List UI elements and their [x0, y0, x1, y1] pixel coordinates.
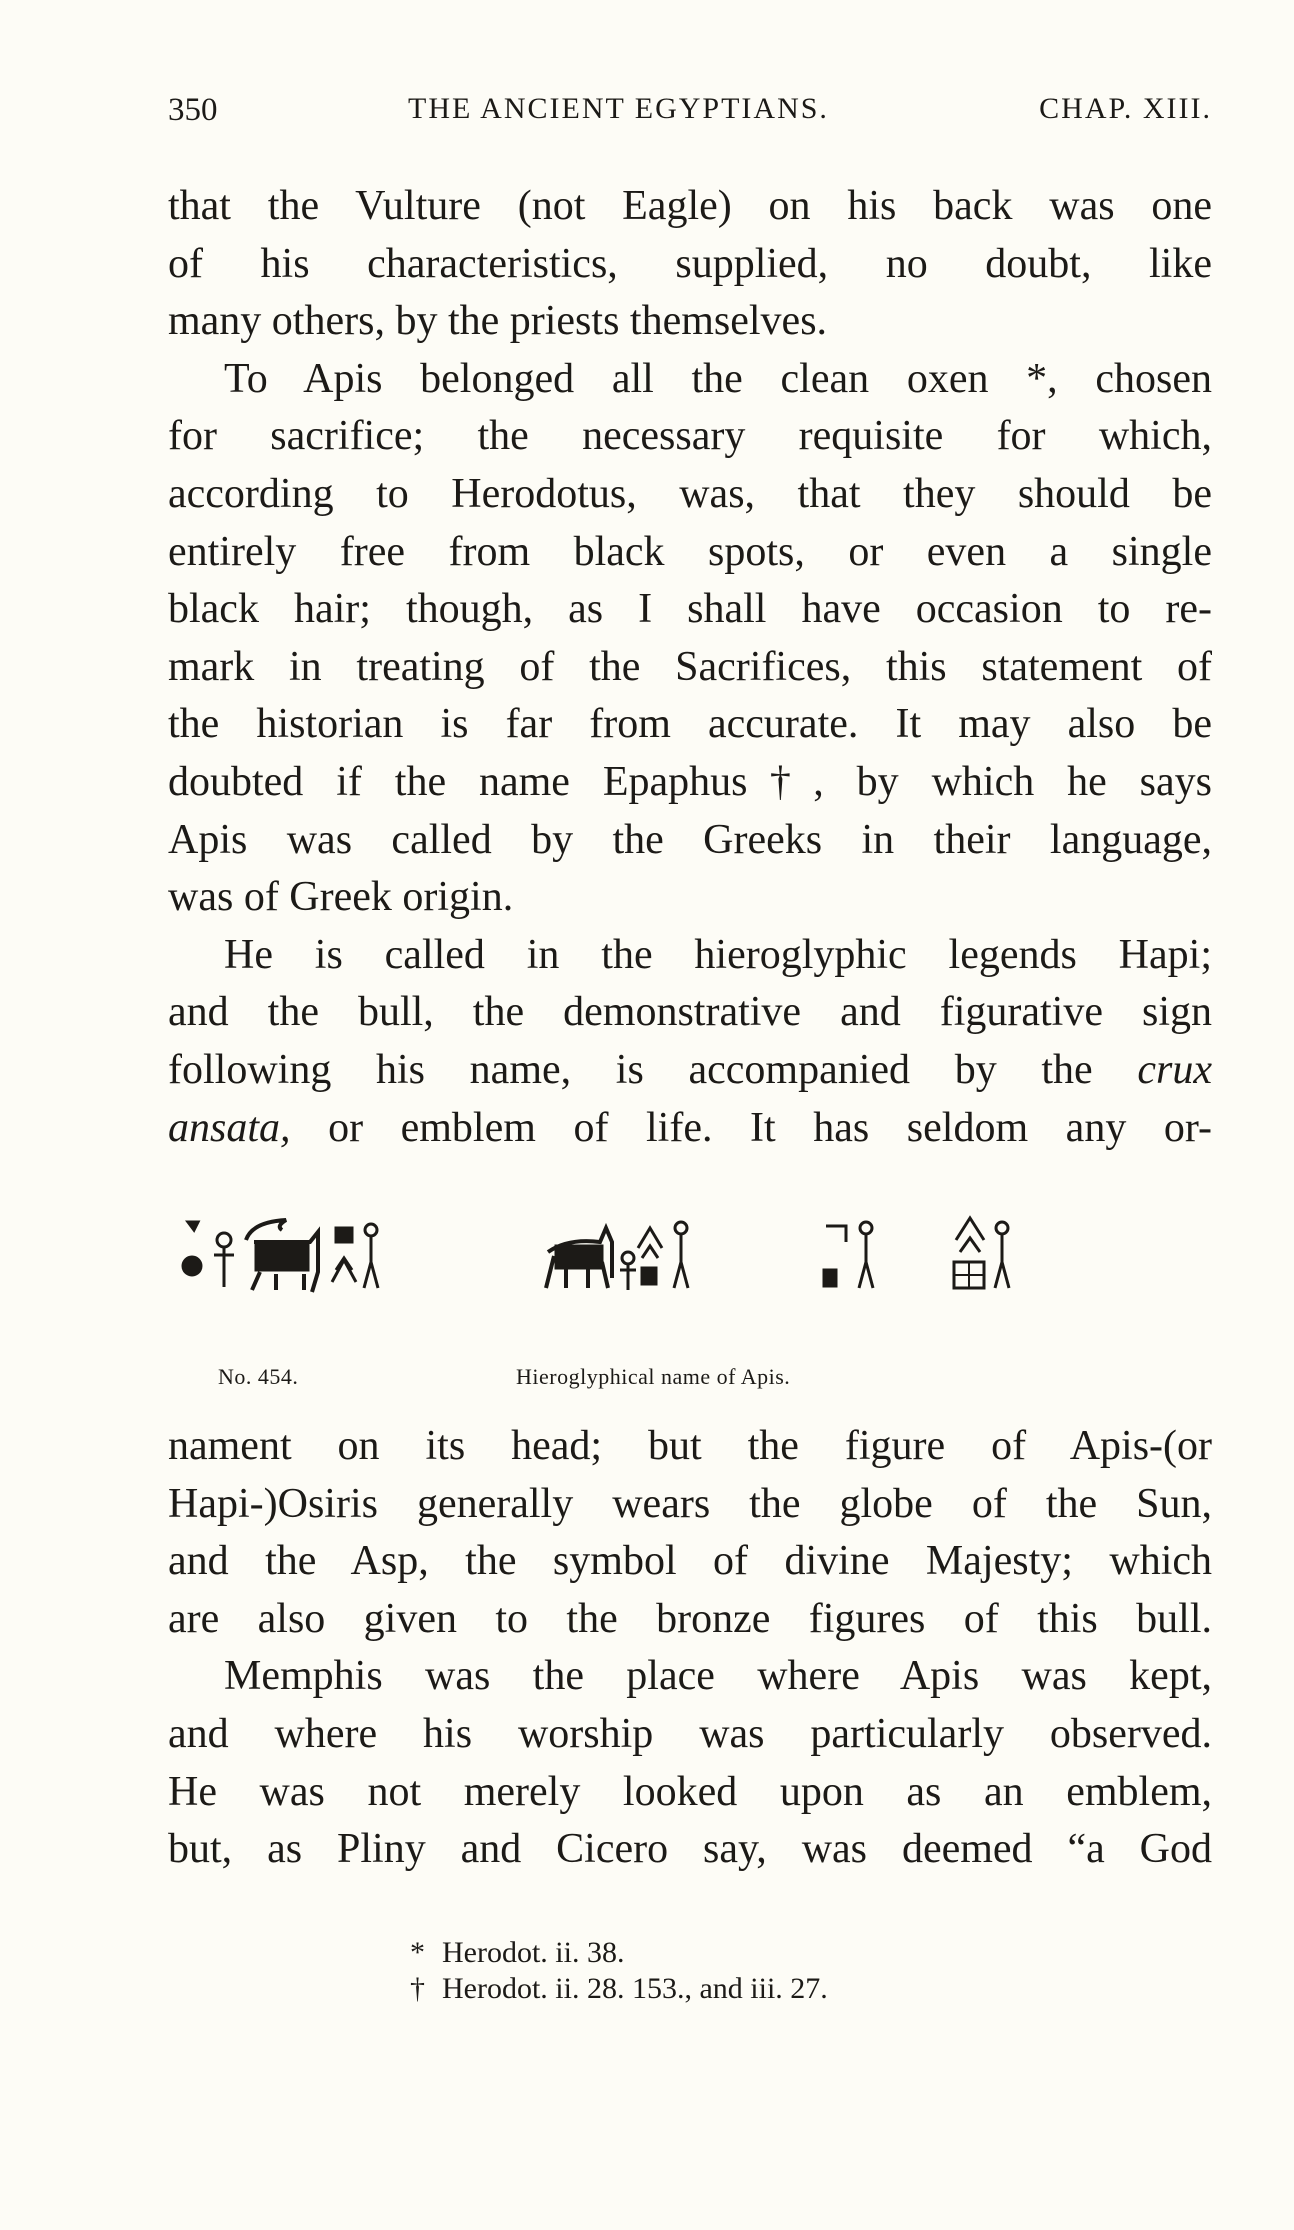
- ankh-sign: [620, 1264, 636, 1290]
- reed-leaf-sign: [859, 1234, 873, 1288]
- line-text: He is called in the hieroglyphic legends Hapi;: [224, 931, 1212, 978]
- body-text-bottom: [168, 1418, 1212, 1879]
- hieroglyph-sign: [332, 1258, 356, 1282]
- line-text: many others, by the priests themselves.: [168, 298, 828, 345]
- hieroglyph-sign: [336, 1228, 352, 1242]
- text-line: [168, 754, 1212, 812]
- line-text: To Apis belonged all the clean oxen *, chosen: [224, 355, 1212, 402]
- figure-caption: Hieroglyphical name of Apis.: [516, 1364, 791, 1389]
- chapter-label: CHAP. XIII.: [1039, 92, 1212, 125]
- hieroglyph-sign: [642, 1268, 656, 1284]
- line-text: and the bull, the demonstrative and figurative sign: [168, 989, 1212, 1036]
- text-line: [168, 1821, 1212, 1879]
- text-line: [168, 1764, 1212, 1822]
- footnotes: [410, 1935, 828, 2007]
- line-text: Memphis was the place where Apis was kept,: [224, 1653, 1212, 1700]
- line-text: of his characteristics, supplied, no doubt, like: [168, 240, 1212, 287]
- reed-leaf-sign: [364, 1236, 378, 1288]
- hieroglyph-sign: [638, 1228, 662, 1258]
- text-line: [168, 1476, 1212, 1534]
- running-header: [168, 92, 1212, 136]
- line-text: He was not merely looked upon as an emblem,: [168, 1768, 1212, 1815]
- line-text: doubted if the name Epaphus†, by which he says: [168, 758, 1212, 805]
- body-text-top: [168, 178, 1212, 1157]
- hieroglyph-figure: [168, 1200, 1212, 1390]
- hieroglyph-sign: [188, 1222, 198, 1230]
- reed-leaf-sign: [995, 1234, 1009, 1288]
- figure-number: No. 454.: [218, 1364, 299, 1389]
- line-text: that the Vulture (not Eagle) on his back was one: [168, 183, 1212, 229]
- page-number: 350: [168, 92, 218, 128]
- bull-hieroglyph: [256, 1244, 308, 1270]
- line-text: for sacrifice; the necessary requisite for which,: [168, 413, 1212, 460]
- line-text: mark in treating of the Sacrifices, this statement of: [168, 643, 1212, 690]
- reed-leaf-sign: [860, 1222, 872, 1234]
- reed-leaf-sign: [675, 1222, 687, 1234]
- line-text: the historian is far from accurate. It may also be: [168, 701, 1212, 748]
- text-line: [168, 984, 1212, 1042]
- italic-term: crux: [1137, 1046, 1212, 1093]
- text-line: [168, 1648, 1212, 1706]
- footnote: [410, 1935, 828, 1971]
- line-text: entirely free from black spots, or even a single: [168, 528, 1212, 575]
- text-line: [168, 639, 1212, 697]
- reed-leaf-sign: [365, 1224, 377, 1236]
- reed-leaf-sign: [674, 1234, 688, 1288]
- footnote-text: Herodot. ii. 28. 153., and iii. 27.: [442, 1972, 828, 2005]
- text-line: [168, 466, 1212, 524]
- line-text: but, as Pliny and Cicero say, was deemed “a God: [168, 1826, 1212, 1873]
- line-text: Hapi-)Osiris generally wears the globe of the Sun,: [168, 1480, 1212, 1527]
- line-text: are also given to the bronze figures of this bull.: [168, 1595, 1212, 1642]
- text-line: [168, 351, 1212, 409]
- hieroglyph-sign: [956, 1218, 984, 1252]
- footnote-mark: *: [410, 1936, 425, 1969]
- text-line: [168, 1100, 1212, 1158]
- footnote: [410, 1971, 828, 2007]
- ankh-sign: [217, 1233, 231, 1247]
- line-text: according to Herodotus, was, that they should be: [168, 470, 1212, 517]
- line-text: and where his worship was particularly observed.: [168, 1710, 1212, 1757]
- text-line: [168, 1042, 1212, 1100]
- text-line: [168, 1706, 1212, 1764]
- text-line: [168, 869, 1212, 927]
- text-line: [168, 696, 1212, 754]
- text-line: [168, 927, 1212, 985]
- text-line: [168, 1418, 1212, 1476]
- line-text: Apis was called by the Greeks in their language,: [168, 816, 1212, 863]
- text-line: [168, 1533, 1212, 1591]
- ankh-sign: [622, 1252, 634, 1264]
- text-line: [168, 293, 1212, 351]
- text-line: [168, 178, 1212, 236]
- hieroglyph-sign: [183, 1257, 201, 1275]
- text-line: [168, 524, 1212, 582]
- text-line: [168, 408, 1212, 466]
- text-line: [168, 236, 1212, 294]
- text-line: [168, 1591, 1212, 1649]
- hieroglyph-sign: [826, 1226, 846, 1242]
- building-hieroglyph: [954, 1262, 984, 1288]
- footnote-mark: †: [410, 1972, 425, 2005]
- text-line: [168, 812, 1212, 870]
- italic-term: ansata,: [168, 1104, 291, 1151]
- running-title: THE ANCIENT EGYPTIANS.: [408, 92, 829, 125]
- ankh-sign: [214, 1247, 234, 1287]
- line-text: following his name, is accompanied by the: [168, 1046, 1093, 1093]
- line-text: or emblem of life. It has seldom any or-: [328, 1104, 1213, 1151]
- line-text: and the Asp, the symbol of divine Majesty; which: [168, 1538, 1212, 1585]
- reed-leaf-sign: [996, 1222, 1008, 1234]
- text-line: [168, 581, 1212, 639]
- bull-hieroglyph: [556, 1246, 602, 1268]
- footnote-text: Herodot. ii. 38.: [442, 1936, 625, 1969]
- line-text: was of Greek origin.: [168, 874, 514, 921]
- line-text: black hair; though, as I shall have occasion to re-: [168, 586, 1212, 633]
- hieroglyph-sign: [824, 1270, 836, 1286]
- line-text: nament on its head; but the figure of Apis-(or: [168, 1423, 1212, 1469]
- hieroglyph-apis-name-illustration: [176, 1200, 1206, 1350]
